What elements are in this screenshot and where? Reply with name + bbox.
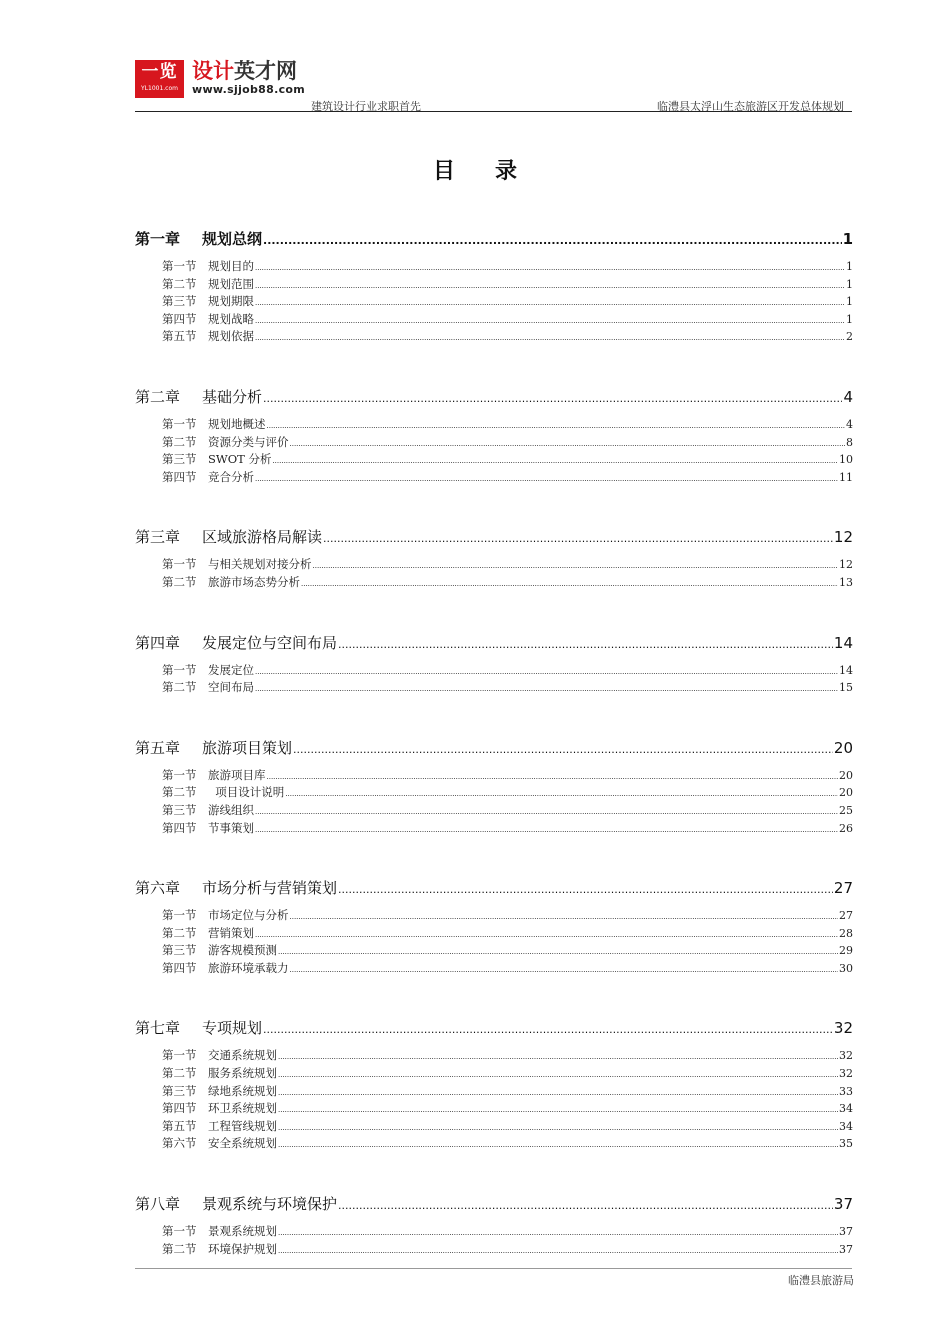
section-page-number: 1: [846, 260, 853, 273]
dot-leader: [278, 1135, 838, 1155]
section-title: 旅游市场态势分析: [208, 574, 300, 589]
chapter-number: 第七章: [135, 1019, 181, 1038]
toc-section-line[interactable]: [135, 942, 853, 960]
section-title: 环境保护规划: [208, 1241, 277, 1256]
section-page-number: 1: [846, 277, 853, 291]
toc-section-list: [135, 905, 853, 977]
dot-leader: [290, 960, 839, 980]
section-title: 营销策划: [208, 925, 254, 940]
section-number: 第四节: [162, 1101, 197, 1116]
toc-chapter: [135, 871, 853, 977]
section-number: 第二节: [162, 680, 197, 695]
chapter-title: 规划总纲: [202, 230, 263, 248]
section-number: 第一节: [162, 1048, 197, 1063]
section-title: 服务系统规划: [208, 1066, 277, 1081]
section-title: 规划战略: [208, 311, 254, 326]
toc-section-line[interactable]: [135, 767, 853, 785]
toc-section-line[interactable]: [135, 802, 853, 820]
brand-name-red: 设计: [192, 59, 234, 83]
toc-section-line[interactable]: [135, 276, 853, 294]
section-title: 景观系统规划: [208, 1224, 277, 1239]
section-title: 与相关规划对接分析: [208, 557, 312, 572]
dot-leader: [338, 871, 833, 907]
section-page-number: 37: [839, 1225, 853, 1239]
section-title: 资源分类与评价: [208, 434, 289, 449]
section-number: 第三节: [162, 1083, 197, 1098]
toc-chapter: [135, 1011, 853, 1153]
toc-chapter: [135, 520, 853, 591]
logo-mark-text: 一览: [141, 62, 178, 82]
dot-leader: [255, 820, 838, 840]
section-page-number: 37: [839, 1242, 853, 1256]
section-page-number: 20: [839, 768, 853, 782]
section-title: 游客规模预测: [208, 943, 277, 958]
section-page-number: 34: [839, 1102, 853, 1116]
chapter-title: 发展定位与空间布局: [202, 633, 338, 652]
section-page-number: 20: [839, 786, 853, 800]
chapter-number: 第四章: [135, 633, 181, 652]
header-tagline: 建筑设计行业求职首先: [311, 100, 421, 113]
toc-chapter-line[interactable]: [135, 1187, 853, 1221]
section-page-number: 33: [839, 1084, 853, 1098]
section-title: 工程管线规划: [208, 1118, 277, 1133]
footer-publisher: 临澧县旅游局: [788, 1274, 854, 1287]
toc-chapter: [135, 626, 853, 697]
dot-leader: [338, 626, 833, 662]
chapter-page-number: 12: [833, 528, 853, 547]
section-title: 市场定位与分析: [208, 908, 289, 923]
section-title: 规划范围: [208, 276, 254, 291]
section-page-number: 2: [846, 330, 853, 344]
toc-section-line[interactable]: [135, 820, 853, 838]
site-logo: [135, 60, 184, 98]
section-title: 游线组织: [208, 802, 254, 817]
dot-leader: [263, 380, 842, 416]
section-page-number: 32: [839, 1049, 853, 1063]
toc-section-line[interactable]: [135, 784, 853, 802]
toc-chapter: [135, 731, 853, 837]
toc-section-line[interactable]: [135, 1241, 853, 1259]
chapter-title: 基础分析: [202, 387, 263, 406]
section-title: 空间布局: [208, 680, 254, 695]
section-number: 第一节: [162, 416, 197, 431]
section-page-number: 25: [839, 803, 853, 817]
section-page-number: 30: [839, 961, 853, 975]
chapter-number: 第八章: [135, 1195, 181, 1214]
chapter-title: 旅游项目策划: [202, 738, 293, 757]
dot-leader: [263, 222, 842, 258]
toc-chapter: [135, 380, 853, 486]
section-number: 第三节: [162, 294, 197, 309]
section-page-number: 26: [839, 821, 853, 835]
section-title: 绿地系统规划: [208, 1083, 277, 1098]
section-number: 第四节: [162, 469, 197, 484]
section-title: 项目设计说明: [208, 785, 285, 800]
toc-section-line[interactable]: [135, 925, 853, 943]
dot-leader: [278, 1241, 838, 1261]
section-page-number: 1: [846, 295, 853, 309]
table-of-contents: [135, 222, 853, 1258]
toc-section-list: [135, 765, 853, 837]
toc-section-line[interactable]: [135, 960, 853, 978]
dot-leader: [301, 574, 838, 594]
chapter-title: 区域旅游格局解读: [202, 528, 323, 547]
section-number: 第五节: [162, 329, 197, 344]
chapter-title: 市场分析与营销策划: [202, 879, 338, 898]
section-title: 环卫系统规划: [208, 1101, 277, 1116]
footer-divider: [135, 1268, 852, 1269]
section-number: 第一节: [162, 767, 197, 782]
toc-chapter: [135, 222, 853, 346]
section-number: 第一节: [162, 557, 197, 572]
section-number: 第二节: [162, 1066, 197, 1081]
section-title: 安全系统规划: [208, 1136, 277, 1151]
section-number: 第三节: [162, 452, 197, 467]
section-number: 第二节: [162, 1241, 197, 1256]
toc-section-list: [135, 414, 853, 486]
header-divider: [135, 111, 852, 112]
section-title: 竞合分析: [208, 469, 254, 484]
toc-section-list: [135, 1045, 853, 1153]
toc-section-line[interactable]: [135, 1047, 853, 1065]
section-number: 第四节: [162, 960, 197, 975]
toc-section-list: [135, 1221, 853, 1258]
section-title: 规划目的: [208, 259, 254, 273]
toc-section-line[interactable]: [135, 679, 853, 697]
toc-section-line[interactable]: [135, 662, 853, 680]
toc-section-line[interactable]: [135, 907, 853, 925]
section-page-number: 12: [839, 558, 853, 572]
toc-chapter-line[interactable]: [135, 731, 853, 765]
dot-leader: [263, 1011, 833, 1047]
section-title: 规划期限: [208, 294, 254, 309]
toc-section-line[interactable]: [135, 556, 853, 574]
dot-leader: [323, 520, 833, 556]
section-page-number: 27: [839, 909, 853, 923]
chapter-page-number: 32: [833, 1019, 853, 1038]
section-number: 第一节: [162, 662, 197, 677]
brand-url: www.sjjob88.com: [192, 83, 306, 96]
chapter-title: 景观系统与环境保护: [202, 1195, 338, 1214]
section-page-number: 4: [846, 417, 853, 431]
dot-leader: [255, 328, 845, 348]
chapter-title: 专项规划: [202, 1019, 263, 1038]
chapter-number: 第五章: [135, 738, 181, 757]
section-number: 第四节: [162, 820, 197, 835]
section-page-number: 28: [839, 926, 853, 940]
section-title: 交通系统规划: [208, 1048, 277, 1063]
toc-chapter-line[interactable]: [135, 626, 853, 660]
toc-section-line[interactable]: [135, 311, 853, 329]
toc-section-line[interactable]: [135, 469, 853, 487]
section-page-number: 15: [839, 681, 853, 695]
section-number: 第一节: [162, 259, 197, 273]
section-title: 旅游环境承载力: [208, 960, 289, 975]
toc-section-line[interactable]: [135, 574, 853, 592]
toc-chapter: [135, 1187, 853, 1258]
section-page-number: 35: [839, 1137, 853, 1151]
toc-chapter-line[interactable]: [135, 871, 853, 905]
toc-section-line[interactable]: [135, 1118, 853, 1136]
section-number: 第二节: [162, 434, 197, 449]
chapter-page-number: 1: [842, 230, 853, 248]
toc-section-list: [135, 660, 853, 697]
toc-section-line[interactable]: [135, 416, 853, 434]
section-page-number: 8: [846, 435, 853, 449]
section-page-number: 29: [839, 944, 853, 958]
section-title: 节事策划: [208, 820, 254, 835]
chapter-number: 第二章: [135, 387, 181, 406]
section-number: 第六节: [162, 1136, 197, 1151]
section-title: 规划地概述: [208, 416, 266, 431]
section-title: 发展定位: [208, 662, 254, 677]
section-title: 规划依据: [208, 329, 254, 344]
toc-section-line[interactable]: [135, 434, 853, 452]
chapter-number: 第六章: [135, 879, 181, 898]
page-title: 目录: [432, 159, 557, 184]
dot-leader: [255, 469, 838, 489]
section-number: 第二节: [162, 925, 197, 940]
toc-section-line[interactable]: [135, 1223, 853, 1241]
section-number: 第一节: [162, 908, 197, 923]
brand-name-dark: 英才网: [234, 59, 297, 83]
section-page-number: 10: [839, 453, 853, 467]
section-page-number: 11: [839, 470, 853, 484]
toc-section-line[interactable]: [135, 1135, 853, 1153]
section-page-number: 34: [839, 1119, 853, 1133]
chapter-page-number: 14: [833, 633, 853, 652]
toc-chapter-line[interactable]: [135, 1011, 853, 1045]
toc-section-line[interactable]: [135, 328, 853, 346]
section-page-number: 13: [839, 575, 853, 589]
section-number: 第四节: [162, 311, 197, 326]
section-number: 第一节: [162, 1224, 197, 1239]
chapter-number: 第一章: [135, 230, 181, 248]
chapter-number: 第三章: [135, 528, 181, 547]
toc-section-line[interactable]: [135, 293, 853, 311]
chapter-page-number: 20: [833, 738, 853, 757]
section-number: 第二节: [162, 276, 197, 291]
section-page-number: 32: [839, 1067, 853, 1081]
logo-domain-text: YL1001.com: [141, 85, 178, 92]
dot-leader: [338, 1187, 833, 1223]
toc-section-line[interactable]: [135, 1065, 853, 1083]
section-number: 第五节: [162, 1118, 197, 1133]
toc-section-line[interactable]: [135, 451, 853, 469]
toc-section-line[interactable]: [135, 1083, 853, 1101]
toc-section-line[interactable]: [135, 258, 853, 276]
toc-chapter-line[interactable]: [135, 222, 853, 256]
chapter-page-number: 4: [843, 387, 853, 406]
dot-leader: [255, 679, 838, 699]
toc-section-list: [135, 554, 853, 591]
toc-section-list: [135, 256, 853, 346]
section-number: 第三节: [162, 943, 197, 958]
chapter-page-number: 37: [833, 1195, 853, 1214]
toc-chapter-line[interactable]: [135, 520, 853, 554]
section-page-number: 14: [839, 663, 853, 677]
section-number: 第二节: [162, 574, 197, 589]
section-number: 第二节: [162, 785, 197, 800]
toc-chapter-line[interactable]: [135, 380, 853, 414]
section-title: SWOT 分析: [208, 452, 272, 467]
header-document-title: 临澧县太浮山生态旅游区开发总体规划: [657, 100, 844, 113]
brand-name: [192, 58, 297, 84]
section-page-number: 1: [846, 312, 853, 326]
section-title: 旅游项目库: [208, 767, 266, 782]
chapter-page-number: 27: [833, 879, 853, 898]
toc-section-line[interactable]: [135, 1100, 853, 1118]
section-number: 第三节: [162, 802, 197, 817]
dot-leader: [293, 731, 833, 767]
